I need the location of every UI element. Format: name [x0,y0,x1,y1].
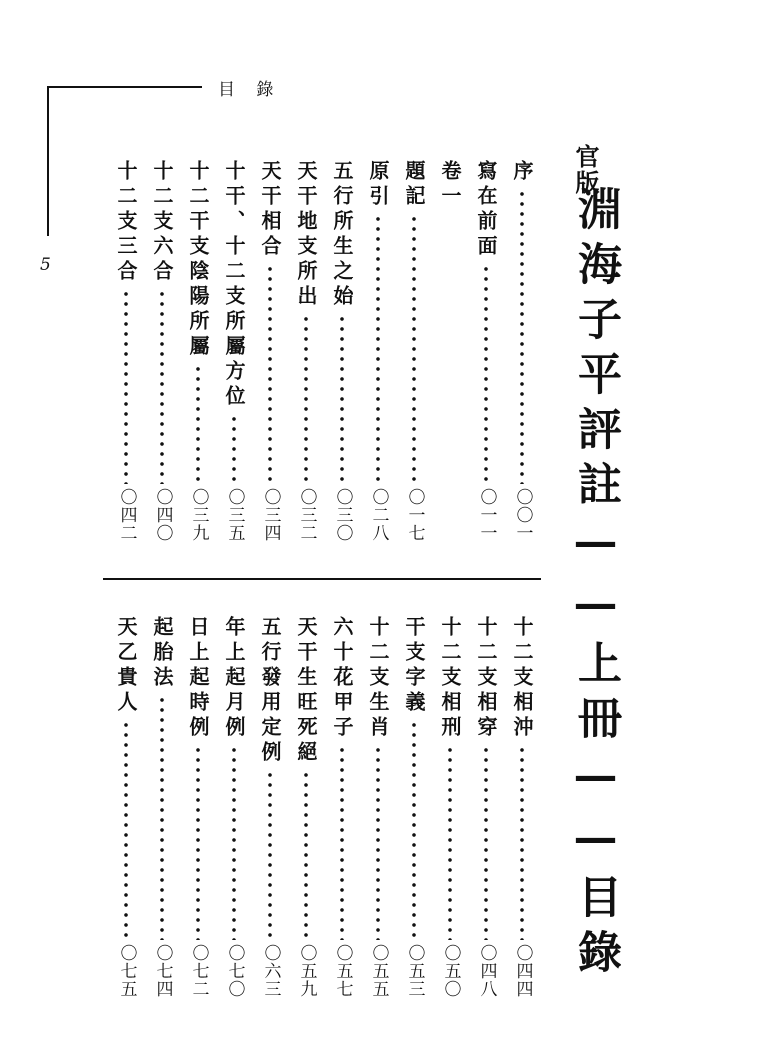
toc-entry [436,160,464,542]
toc-entry [148,616,176,998]
toc-entry-page: 〇七二 [188,944,209,998]
toc-entry-page: 〇七五 [116,944,137,998]
toc-entry-title: 原引 [366,160,390,210]
toc-entry [184,160,212,542]
toc-entry-page: 〇二八 [368,488,389,542]
toc-entry-title: 年上起月例 [222,616,246,741]
toc-entry [256,160,284,542]
toc-leader-dots [339,745,345,940]
toc-entry-title: 日上起時例 [186,616,210,741]
toc-leader-dots [303,770,309,940]
toc-entry [364,616,392,998]
toc-entry-page: 〇〇一 [512,488,533,542]
toc-leader-dots [195,364,201,484]
toc-entry-page: 〇四〇 [152,488,173,542]
toc-entry-title: 十干、十二支所屬方位 [222,160,246,410]
toc-leader-dots [267,770,273,940]
toc-leader-dots [447,745,453,940]
toc-entry [400,160,428,542]
running-header: 目 錄 [218,80,282,100]
toc-entry [472,616,500,998]
toc-entry-title: 寫在前面 [474,160,498,260]
toc-entry [220,616,248,998]
toc-leader-dots [159,695,165,940]
toc-entry-page: 〇三九 [188,488,209,542]
toc-entry-title: 干支字義 [402,616,426,716]
toc-entry [508,160,536,542]
toc-leader-dots [231,414,237,484]
toc-entry-title: 天乙貴人 [114,616,138,716]
toc-entry-title: 天干生旺死絕 [294,616,318,766]
toc-entry-page: 〇三五 [224,488,245,542]
toc-entry [184,616,212,998]
toc-leader-dots [411,720,417,940]
toc-entry-title: 十二支相穿 [474,616,498,741]
edition-label: 官版 [571,144,600,196]
toc-leader-dots [339,314,345,484]
toc-entry [364,160,392,542]
toc-entry-page: 〇六三 [260,944,281,998]
toc-entry [472,160,500,542]
toc-entry-page: 〇一一 [476,488,497,542]
toc-entry-page: 〇三四 [260,488,281,542]
toc-entry [148,160,176,542]
toc-entry-title: 起胎法 [150,616,174,691]
toc-entry [292,616,320,998]
header-rule-vertical [47,86,49,236]
toc-entry-title: 十二支相沖 [510,616,534,741]
toc-entry-page: 〇三二 [296,488,317,542]
toc-leader-dots [375,745,381,940]
toc-entry [400,616,428,998]
toc-entry [220,160,248,542]
toc-entry-title: 序 [510,160,534,185]
toc-entry [112,616,140,998]
toc-leader-dots [375,214,381,484]
toc-entry [292,160,320,542]
toc-leader-dots [519,189,525,484]
toc-leader-dots [231,745,237,940]
toc-entry-page: 〇四二 [116,488,137,542]
toc-entry-title: 題記 [402,160,426,210]
toc-entry-page: 〇五七 [332,944,353,998]
toc-entry [436,616,464,998]
toc-entry-title: 天干地支所出 [294,160,318,310]
toc-entry-page: 〇四八 [476,944,497,998]
toc-entry [112,160,140,542]
toc-entry-page: 〇七〇 [224,944,245,998]
page-number: 5 [40,255,51,275]
toc-leader-dots [483,745,489,940]
toc-entry-title: 十二支生肖 [366,616,390,741]
toc-entry-title: 六十花甲子 [330,616,354,741]
toc-entry-page: 〇五九 [296,944,317,998]
toc-entry-page: 〇七四 [152,944,173,998]
toc-leader-dots [519,745,525,940]
toc-leader-dots [123,720,129,940]
toc-leader-dots [195,745,201,940]
book-title: 淵海子平評註——上冊——目錄 [570,186,621,984]
toc-leader-dots [267,264,273,484]
toc-entry-title: 十二支六合 [150,160,174,285]
toc-entry-page: 〇三〇 [332,488,353,542]
toc-leader-dots [159,289,165,484]
toc-entry-page: 〇五三 [404,944,425,998]
toc-entry-title: 十二干支陰陽所屬 [186,160,210,360]
header-rule-horizontal [47,86,202,88]
toc-entry-page: 〇四四 [512,944,533,998]
toc-entry-page: 〇五〇 [440,944,461,998]
toc-entry [328,616,356,998]
toc-leader-dots [123,289,129,484]
toc-entry-title: 五行所生之始 [330,160,354,310]
toc-entry-title: 十二支相刑 [438,616,462,741]
toc-entry-title: 五行發用定例 [258,616,282,766]
toc-entry [328,160,356,542]
toc-entry-page: 〇五五 [368,944,389,998]
toc-entry [256,616,284,998]
toc-entry-title: 十二支三合 [114,160,138,285]
section-divider [103,578,541,580]
toc-leader-dots [411,214,417,484]
toc-leader-dots [483,264,489,484]
toc-leader-dots [303,314,309,484]
toc-entry-page: 〇一七 [404,488,425,542]
toc-entry [508,616,536,998]
toc-entry-title: 天干相合 [258,160,282,260]
toc-entry-title: 卷一 [438,160,462,210]
